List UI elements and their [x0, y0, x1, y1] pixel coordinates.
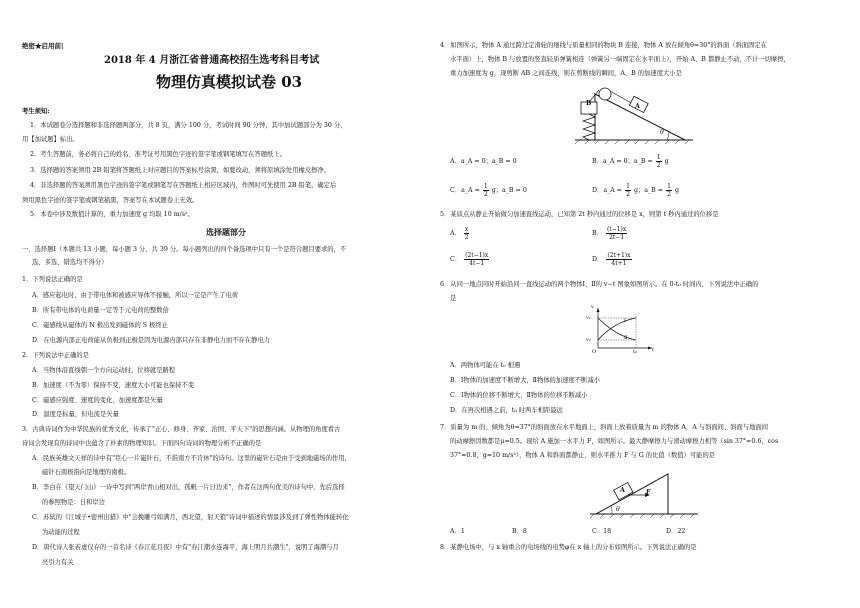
q4-stem: 重力加速度为 g，现剪断 AB 之间连线，则在剪断线的瞬间，A、B 的加速度大小是 [450, 70, 682, 77]
section-intro: 选、多选、错选均不得分） [32, 259, 108, 266]
q6-option-b: B．Ⅰ物体的加速度不断增大，Ⅱ物体的加速度不断减小 [450, 377, 600, 384]
notice-item: 2．考生答题前，务必将自己的姓名、准考证号用黑色字迹的签字笔或钢笔填写在答题纸上。 [30, 151, 286, 158]
q3-option-b: 的参照物是：日和岸边 [42, 499, 105, 506]
notice-item: 1．本试题卷分选择题和非选择题两部分，共 8 页，满分 100 分，考试时间 90 分钟，其中加试题部分为 30 分， [30, 122, 347, 129]
q5-option-b: B． $\frac{(t-1)x}{2t-1}$ [592, 226, 627, 241]
q2-option-b: B．加速度（不为零）保持不变，速度大小可能也保持不变 [32, 382, 195, 389]
q7-stem: 37°=0.8，g=10 m/s²），物体 A 和斜面都静止，则水平推力 F 与 G 的比值（数值）可能的是 [450, 452, 716, 459]
q1-stem: 1．下列说法正确的是 [22, 276, 83, 283]
section-title: 选择题部分 [206, 227, 246, 237]
q3-option-c: C．苏轼的《江城子•密州出猎》中"会挽雕弓如满月，西北望，射天狼"诗词中描述的情景涉及到了弹性物体能转化 [32, 514, 349, 521]
q7-option-b: B．8 [512, 528, 527, 535]
secret-label: 绝密★启用前| [22, 42, 64, 50]
q6-curve-1 [598, 318, 636, 340]
q4-label-a: A [635, 103, 640, 110]
notice-item: 用【加试题】标出。 [22, 136, 79, 143]
q8-stem: 8．某静电场中，与 x 轴重合的电场线的电势φ在 x 轴上的分布如图所示。下列说法正确的是 [440, 544, 697, 551]
q4-option-c: C．a_A = $\frac{1}{2}$ g；a_B = 0 [450, 183, 527, 198]
q6-v2: v₂ [586, 337, 591, 343]
notice-item: 5．本卷中涉及数值计算的，重力加速度 g 均取 10 m/s²。 [30, 211, 194, 218]
q3-stem: 3．古典诗词作为中华民族的优秀文化，传承了"正心、修身、齐家、治国、平天下"的思想内涵。从物理的角度看古 [22, 426, 341, 433]
q1-option-b: B．所有带电体的电荷量一定等于元电荷的整数倍 [32, 307, 169, 314]
section-intro: 一、选择题Ⅰ（本题共 13 小题，每小题 3 分，共 39 分。每小题列出的四个备选项中只有一个是符合题目要求的，不 [22, 246, 347, 253]
notice-item: 须用黑色字迹的签字笔或钢笔描黑，答案写在本试题卷上无效。 [22, 197, 199, 204]
q7-option-a: A．1 [450, 528, 465, 535]
q4-option-a: A．a_A = 0；a_B = 0 [450, 158, 517, 165]
q3-option-d: D．唐代诗人张若虚仅存的一首名诗《春江花月夜》中有"春江潮水连海平，海上明月共潮生"，说明了海潮与月 [32, 544, 339, 551]
q6-curve-2 [598, 318, 636, 340]
q4-option-d: D．a_A = $\frac{1}{2}$ g；a_B = $\frac{1}{2}$ g [592, 183, 679, 198]
q5-stem: 5．某质点从静止开始做匀加速直线运动，已知第 2t 秒内通过的位移是 x，则第 t 秒内通过的位移是 [440, 211, 719, 218]
q2-option-c: C．磁感应强度、速度的变化、加速度都是矢量 [32, 397, 163, 404]
q6-v1: v₁ [586, 315, 591, 321]
q7-label-theta: θ [616, 506, 620, 513]
notice-item: 4．非选择题的答案须用黑色字迹的签字笔或钢笔写在答题纸上相应区域内，作图时可先使用 2B 铅笔，确定后 [30, 182, 337, 189]
q4-stem: 水平面）上，物体 B 与放置的竖直轻质弹簧相连（弹簧另一端固定在水平面上），开始 A、B 都静止不动，不计一切摩擦， [450, 56, 790, 63]
q6-curve-1-label: Ⅰ [624, 318, 626, 324]
q1-option-a: A．感应起电时，由于带电体和被感应导体不接触，所以一定是产生了电荷 [32, 292, 239, 299]
q2-stem: 2．下列说法中正确的是 [22, 352, 89, 359]
q7-label-a: A [620, 487, 625, 494]
q3-option-a: A．民族英雄文天祥的诗中有"臣心一片磁针石，不指南方不肯休"的诗句。这里的磁针石是由于受到地磁场的作用， [32, 455, 351, 462]
q6-option-d: D．在再次相遇之前，t₀ 时两车相距最远 [450, 407, 563, 414]
q4-option-b: B．a_A = 0；a_B = $\frac{1}{2}$ g [592, 154, 669, 169]
q6-option-c: C．Ⅰ物体的位移不断增大，Ⅱ物体的位移不断减小 [450, 392, 588, 399]
q1-option-d: D．在电源内部正电荷能从负极到正极是因为电源内部只存在非静电力而不存在静电力 [32, 337, 271, 344]
q6-curve-2-label: Ⅱ [624, 335, 628, 341]
q7-stem: 的动摩擦因数都是μ=0.5。现给 A 施加一水平力 F，如图所示。最大静摩擦力与滑动摩擦力相等（sin 37°=0.6，cos [450, 438, 779, 445]
q3-option-c: 为动能的过程 [42, 529, 80, 536]
q7-stem: 7．质量为 m 的、倾角为θ=37°的斜面放在水平地面上，斜面上放着质量为 m 的物体 A，A 与斜面间、斜面与地面间 [440, 424, 769, 431]
q4-stem: 4．如图所示，物体 A 通过跨过定滑轮的细线与质量相同的物块 B 连接，物体 A 放在倾角θ=30°的斜面（斜面固定在 [440, 42, 768, 49]
q1-option-c: C．磁感线从磁体的 N 极出发到磁体的 S 极终止 [32, 322, 168, 329]
paper-title: 物理仿真模拟试卷 03 [156, 73, 303, 91]
q7-diagram [590, 468, 700, 520]
q3-stem: 诗词会发现有的诗词中也蕴含了朴素的物理知识。下面四句诗词的物理分析不正确的是 [22, 440, 262, 447]
q7-option-c: C．18 [592, 528, 612, 535]
q6-stem: 6．从同一地点同时开始沿同一直线运动的两个物体Ⅰ、Ⅱ的 v−t 图象如图所示。在 0-t₀ 时间内，下列说法中正确的 [440, 281, 759, 288]
notice-heading: 考生须知: [22, 108, 50, 115]
q6-stem: 是 [450, 295, 457, 302]
q3-option-b: B．李白在《望天门山》一诗中写到"两岸青山相对出，孤帆一片日边来"，作者在这两句优美的诗句中，先后选择 [32, 484, 345, 491]
q6-option-a: A．两物体可能在 t₀ 相遇 [450, 362, 521, 369]
q6-t0: t₀ [633, 349, 638, 355]
q6-axis-v: v [591, 304, 594, 310]
q4-label-b: B [586, 100, 592, 107]
q4-diagram [575, 84, 695, 146]
q2-option-d: D．温度是标量，但电流是矢量 [32, 411, 119, 418]
q6-axis-t: t [652, 347, 655, 353]
q7-option-d: D．22 [666, 528, 686, 535]
exam-name: 2018 年 4 月浙江省普通高校招生选考科目考试 [104, 55, 320, 66]
q3-option-a: 磁针石南极指向是地理的南极。 [42, 469, 131, 476]
q5-option-c: C． $\frac{(2t-1)x}{4t-1}$ [450, 252, 489, 267]
q6-vt-graph [592, 306, 654, 354]
q4-label-theta: θ [660, 129, 664, 136]
q7-label-f: F [646, 489, 651, 496]
q5-option-d: D． $\frac{(2t+1)x}{4t+1}$ [592, 252, 631, 267]
q3-option-d: 亮引力有关 [42, 559, 74, 566]
q6-origin: O [592, 349, 597, 355]
notice-item: 3．选择题的答案须用 2B 铅笔将答题纸上对应题目的答案标号涂黑，如要改动，须将原填涂处用橡皮擦净。 [30, 167, 331, 174]
q5-option-a: A． $\frac{x}{2}$ [450, 226, 469, 241]
q2-option-a: A．当物体沿直线朝一个方向运动时，位移就是路程 [32, 367, 176, 374]
